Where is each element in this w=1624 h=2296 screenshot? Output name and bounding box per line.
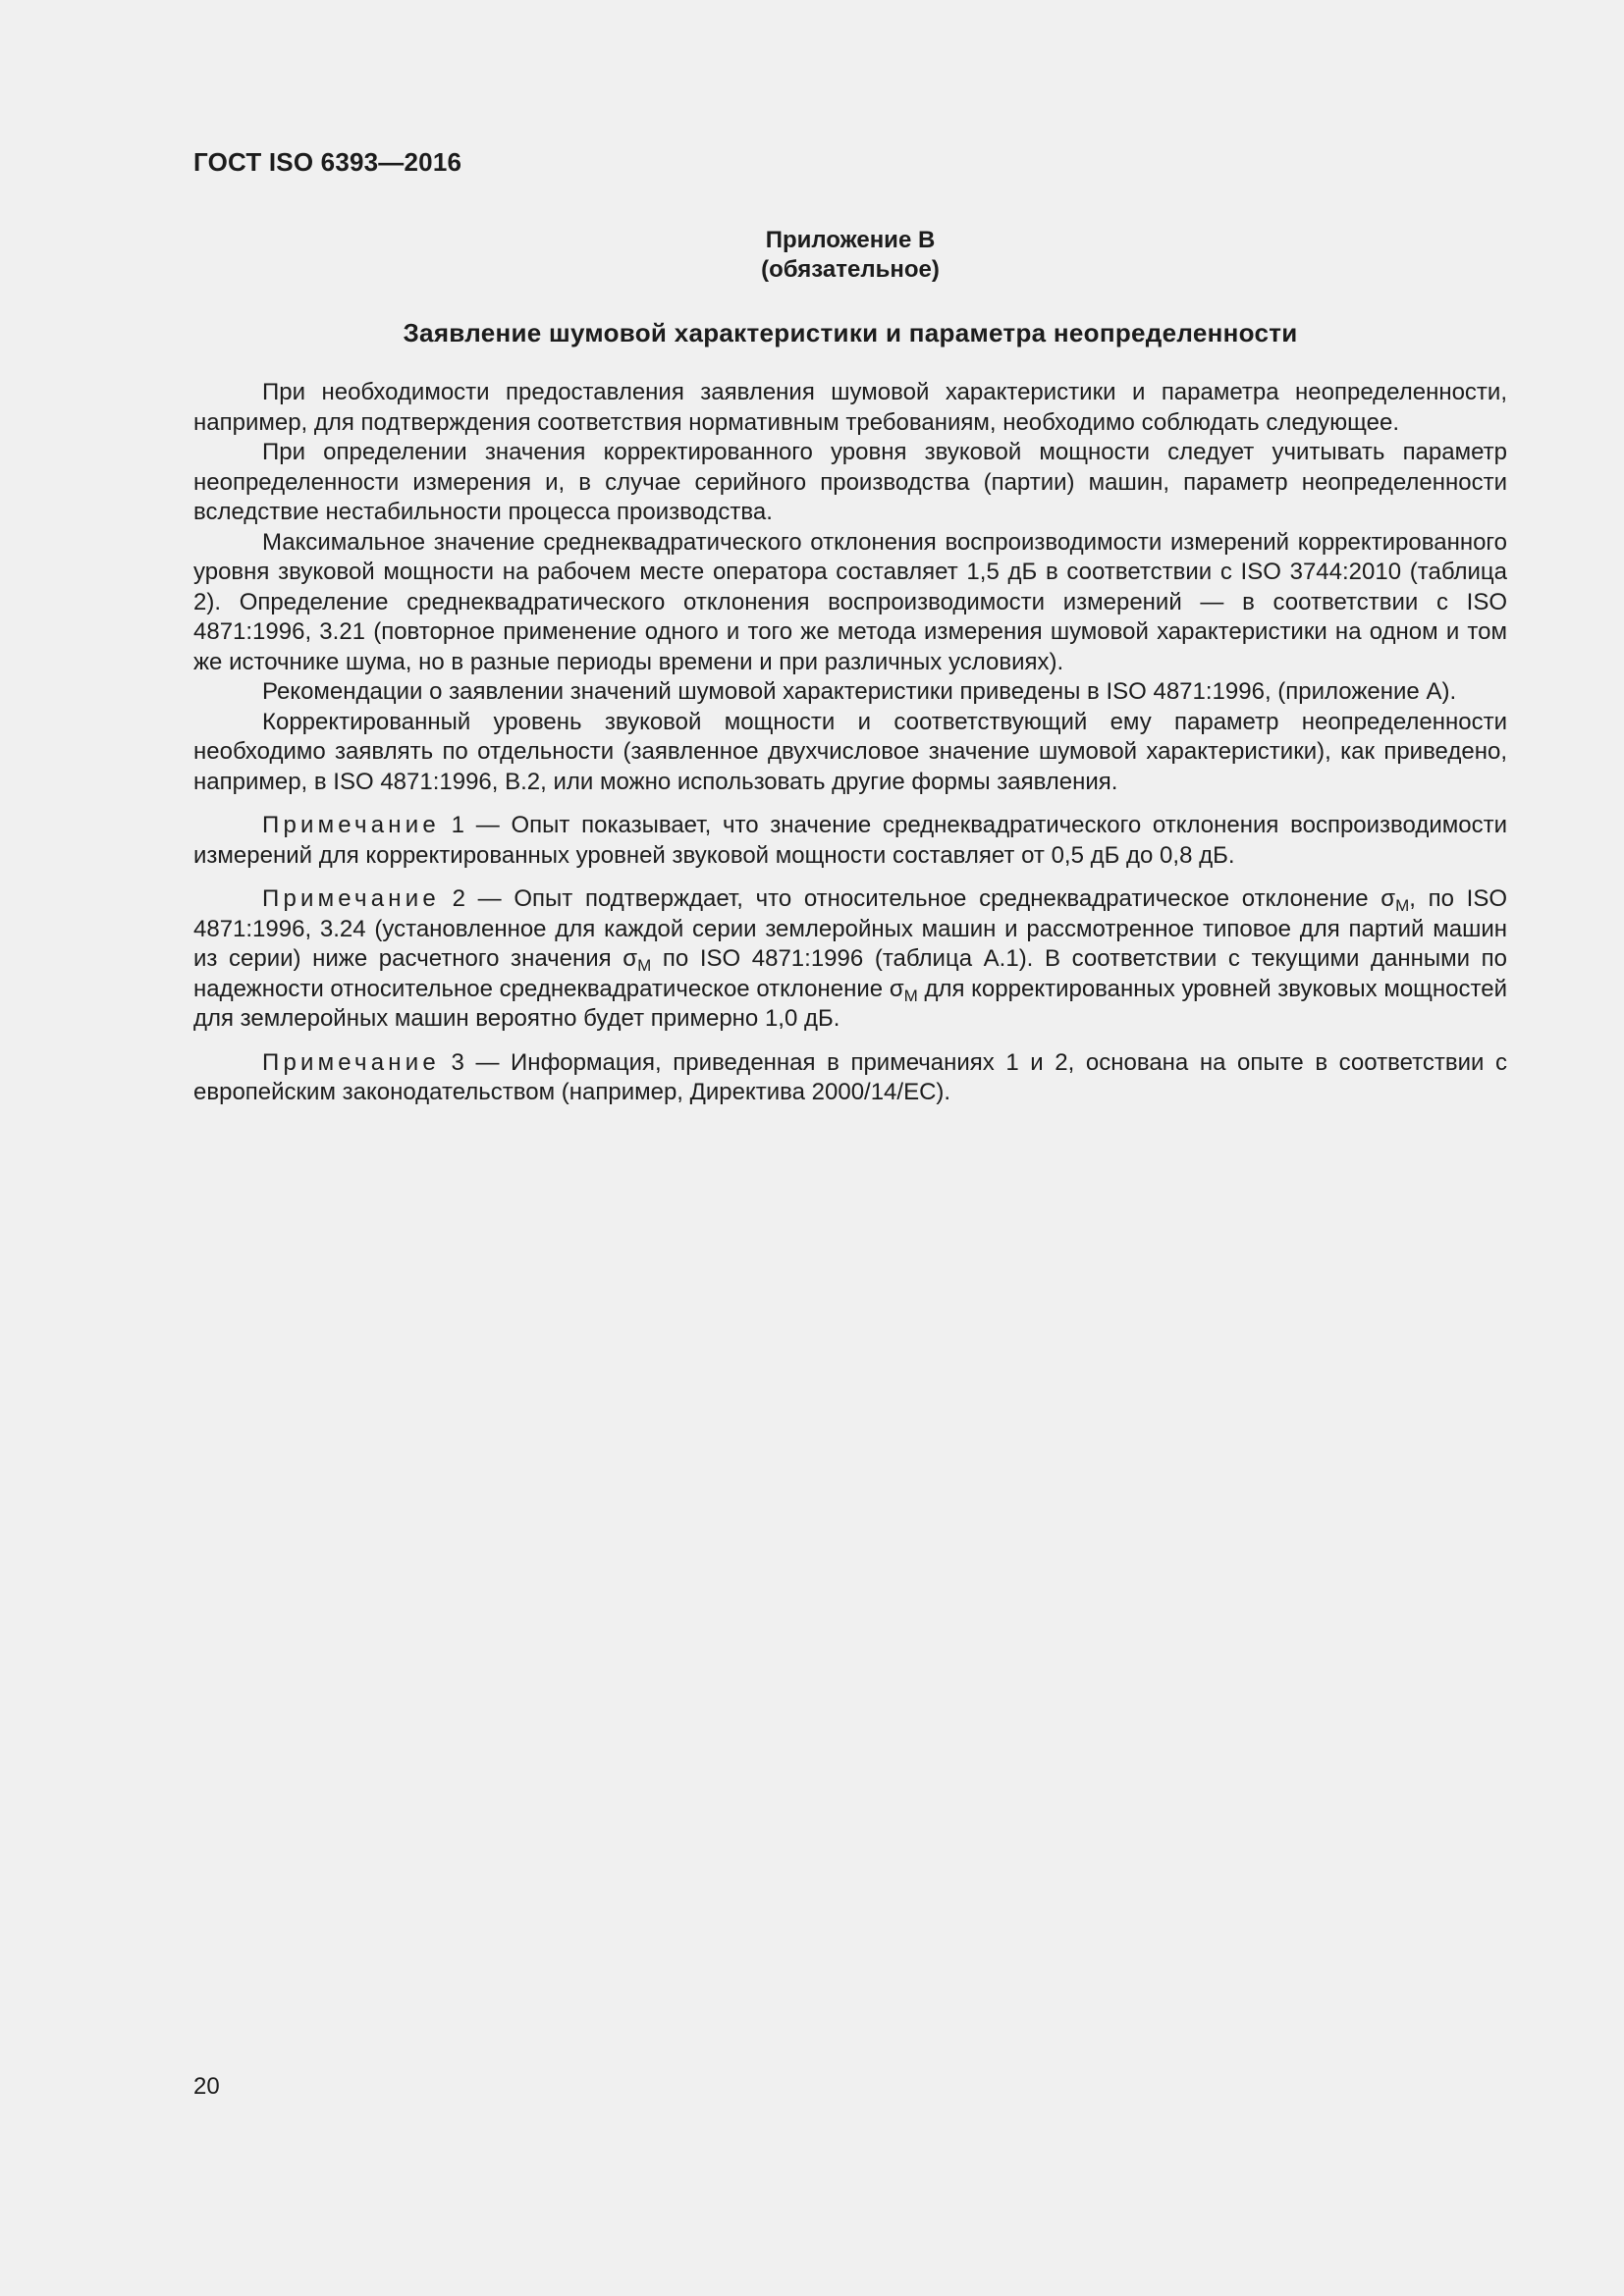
sigma-subscript: M (1395, 896, 1410, 915)
note-3 (193, 1048, 1507, 1108)
sigma-subscript: M (903, 986, 918, 1005)
document-code-header: ГОСТ ISO 6393—2016 (193, 147, 462, 177)
annex-heading (193, 226, 1507, 285)
note-text: для корректированных уровней звуковых мощностей для землеройных машин вероятно будет примерно 1,0 дБ. (193, 975, 1508, 1032)
sigma-symbol: σ (623, 945, 638, 972)
sigma-symbol: σ (889, 975, 904, 1002)
note-text: по ISO 4871:1996 (таблица А.1). В соответствии с текущими данными по надежности относительное среднеквадратическое отклонение (193, 945, 1508, 1002)
note-label: Примечание (262, 812, 440, 838)
annex-title: Приложение В (765, 227, 936, 253)
sigma-subscript: M (637, 956, 652, 975)
paragraph: Максимальное значение среднеквадратического отклонения воспроизводимости измерений корректированного уровня звуковой мощности на рабочем месте оператора составляет 1,5 дБ в соответствии с ISO 3744:2010 (таблица 2). Определение среднеквадратического отклонения воспроизводимости измерений — в соответствии с ISO 4871:1996, 3.21 (повторное применение одного и того же метода измерения шумовой характеристики на одном и том же источнике шума, но в разные периоды времени и при различных условиях). (193, 528, 1507, 675)
note-text: — Опыт подтверждает, что относительное среднеквадратическое отклонение (464, 885, 1381, 912)
document-body (193, 378, 1507, 1108)
annex-status: (обязательное) (761, 256, 940, 283)
section-title: Заявление шумовой характеристики и параметра неопределенности (403, 318, 1298, 347)
paragraph: Рекомендации о заявлении значений шумовой характеристики приведены в ISO 4871:1996, (приложение А). (262, 678, 1457, 705)
note-number: 1 (451, 812, 465, 838)
note-text: , по ISO 4871:1996, 3.24 (установленное для каждой серии землеройных машин и рассмотренное типовое для партий машин из серии) ниже расчетного значения (193, 885, 1507, 972)
sigma-symbol: σ (1380, 885, 1396, 912)
note-1 (193, 811, 1507, 871)
paragraph: При определении значения корректированного уровня звуковой мощности следует учитывать параметр неопределенности измерения и, в случае серийного производства (партии) машин, параметр неопределенности вследствие нестабильности процесса производства. (193, 439, 1507, 525)
note-label: Примечание (262, 1048, 440, 1076)
note-text: — Опыт показывает, что значение среднеквадратического отклонения воспроизводимости измерений для корректированных уровней звуковой мощности составляет от 0,5 дБ до 0,8 дБ. (193, 812, 1508, 869)
note-label: Примечание (262, 885, 440, 912)
note-2 (193, 884, 1507, 1035)
paragraph: Корректированный уровень звуковой мощности и соответствующий ему параметр неопределенности необходимо заявлять по отдельности (заявленное двухчисловое значение шумовой характеристики), как приведено, например, в ISO 4871:1996, В.2, или можно использовать другие формы заявления. (193, 708, 1507, 795)
page-number: 20 (193, 2073, 220, 2100)
note-number: 3 (451, 1048, 464, 1076)
note-number: 2 (452, 885, 465, 912)
note-text: — Информация, приведенная в примечаниях 1 и 2, основана на опыте в соответствии с европейским законодательством (например, Директива 2000/14/ЕС). (193, 1048, 1507, 1105)
paragraph: При необходимости предоставления заявления шумовой характеристики и параметра неопределенности, например, для подтверждения соответствия нормативным требованиям, необходимо соблюдать следующее. (193, 379, 1507, 436)
